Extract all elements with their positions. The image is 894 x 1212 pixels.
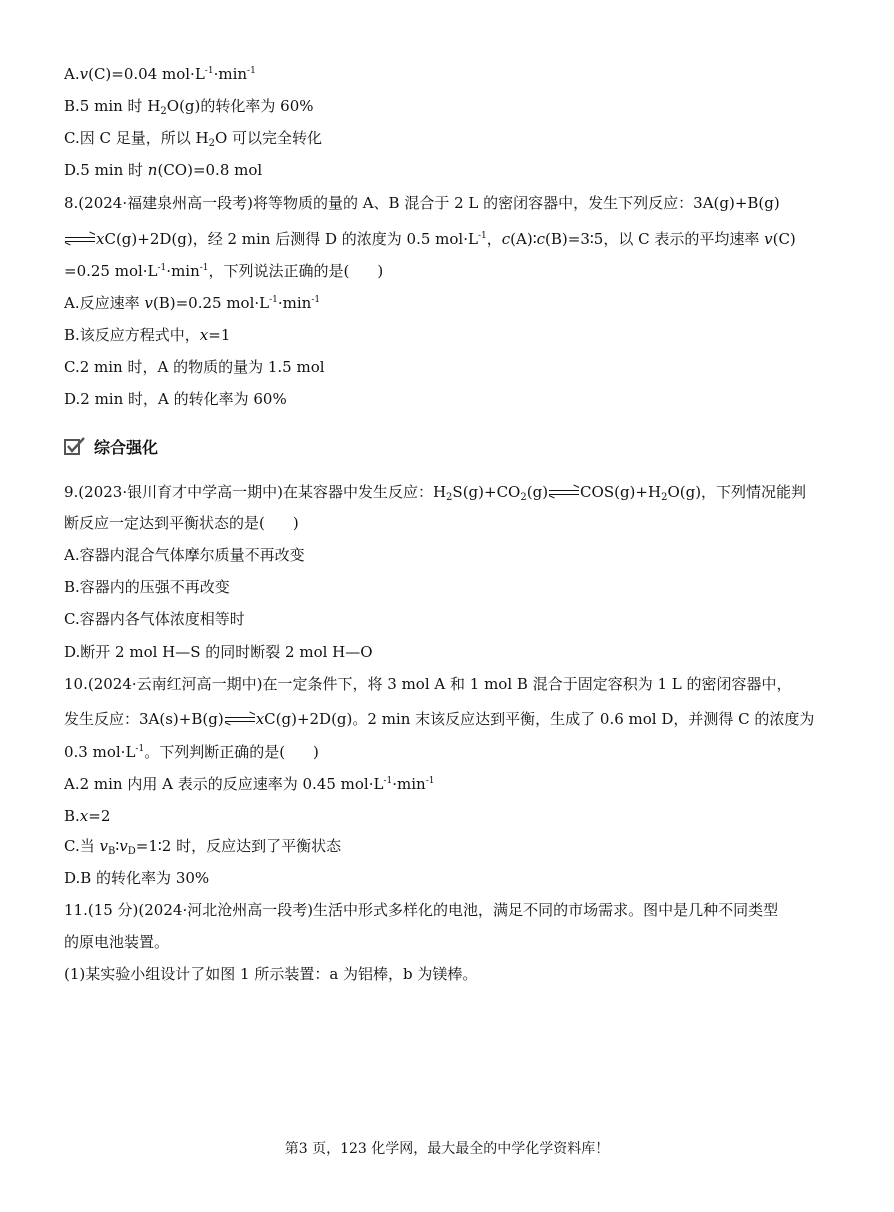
equilibrium-arrow-icon — [549, 487, 579, 499]
option-7a: A.v(C)=0.04 $mol\cdot L^{-1}\cdot\min^{-1}$ — [64, 65, 256, 83]
checkbox-check-icon — [64, 436, 86, 456]
section-title: 综合强化 — [94, 437, 159, 457]
option-10b: B.x=2 — [64, 807, 111, 825]
option-8a: A.反应速率 v(B)=0.25 $mol\cdot L^{-1}\cdot\min^{-1}$ — [64, 294, 321, 312]
option-9b: B.容器内的压强不再改变 — [64, 578, 230, 596]
question-11-stem-line2: 的原电池装置。 — [64, 933, 170, 951]
option-8c: C.2 min 时，A 的物质的量为 1.5 mol — [64, 358, 325, 376]
question-9-stem-line2: 断反应一定达到平衡状态的是( ) — [64, 514, 299, 532]
option-10d: D.B 的转化率为 30% — [64, 869, 210, 887]
question-8-stem-line2: xC(g)+2D(g)，经 2 min 后测得 D 的浓度为 0.5 $mol\cdot L^{-1}$，c(A)∶c(B)=3∶5，以 C 表示的平均速率 v(C) — [64, 229, 834, 249]
equilibrium-arrow-icon — [225, 714, 255, 726]
option-7d: D.5 min 时 n(CO)=0.8 mol — [64, 161, 263, 179]
question-10-stem-line3: 0.3 $mol\cdot L^{-1}$。下列判断正确的是( ) — [64, 743, 319, 761]
question-8-stem-line1: 8.(2024·福建泉州高一段考)将等物质的量的 A、B 混合于 2 L 的密闭容器中，发生下列反应：3A(g)+B(g) — [64, 194, 780, 212]
question-10-stem-line2: 发生反应：3A(s)+B(g) xC(g)+2D(g)。2 min 末该反应达到平衡，生成了 0.6 mol D，并测得 C 的浓度为 — [64, 710, 815, 728]
option-8b: B.该反应方程式中，x=1 — [64, 326, 231, 344]
option-10c: C.当 $v_B∶v_D=1∶2$ 时，反应达到了平衡状态 — [64, 837, 342, 857]
question-11-stem-line1: 11.(15 分)(2024·河北沧州高一段考)生活中形式多样化的电池，满足不同的市场需求。图中是几种不同类型 — [64, 901, 779, 919]
option-8d: D.2 min 时，A 的转化率为 60% — [64, 390, 287, 408]
option-9d: D.断开 2 mol H—S 的同时断裂 2 mol H—O — [64, 643, 373, 661]
section-header — [64, 434, 158, 458]
option-7b: B.5 min 时 $H_2O(g)$的转化率为 60% — [64, 97, 314, 117]
page-footer: 第3 页，123 化学网，最大最全的中学化学资料库！ — [284, 1141, 610, 1157]
option-9c: C.容器内各气体浓度相等时 — [64, 610, 245, 628]
question-10-stem-line1: 10.(2024·云南红河高一期中)在一定条件下，将 3 mol A 和 1 mol B 混合于固定容积为 1 L 的密闭容器中， — [64, 675, 792, 693]
option-10a: A.2 min 内用 A 表示的反应速率为 0.45 $mol\cdot L^{-1}\cdot\min^{-1}$ — [64, 775, 435, 793]
option-9a: A.容器内混合气体摩尔质量不再改变 — [64, 546, 305, 564]
question-8-stem-line3: =0.25 $mol\cdot L^{-1}\cdot\min^{-1}$，下列说法正确的是( ) — [64, 262, 384, 280]
question-11-part1: (1)某实验小组设计了如图 1 所示装置：a 为铝棒，b 为镁棒。 — [64, 965, 478, 983]
option-7c: C.因 C 足量，所以 $H_2O$ 可以完全转化 — [64, 129, 323, 149]
question-9-stem-line1: 9.(2023·银川育才中学高一期中)在某容器中发生反应：$H_2S(g)+CO_2(g)$ $COS(g)+H_2O(g)$，下列情况能判 — [64, 483, 807, 503]
equilibrium-arrow-icon — [65, 234, 95, 246]
